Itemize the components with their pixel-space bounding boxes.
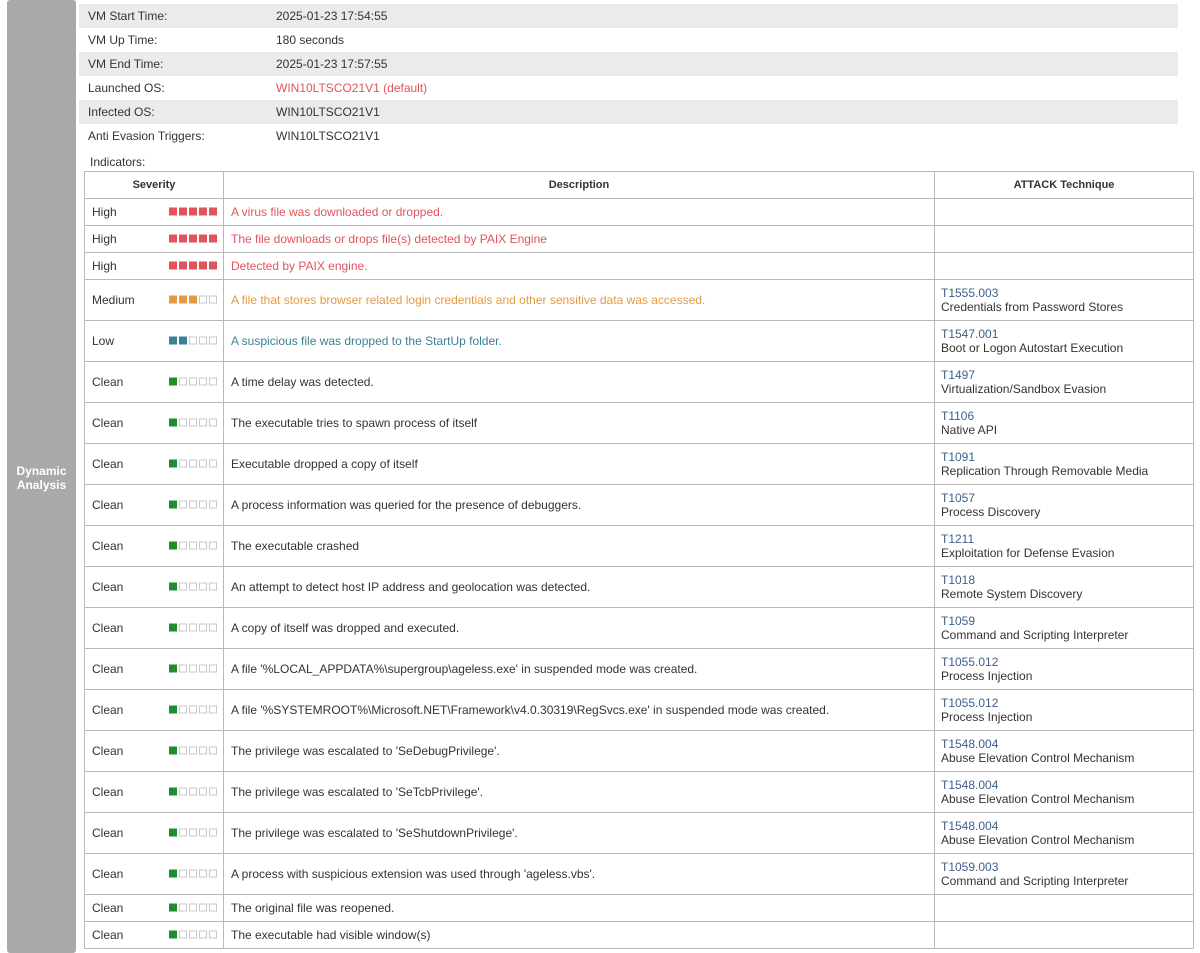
attack-technique-name: Boot or Logon Autostart Execution [941, 341, 1124, 355]
severity-meter [169, 501, 219, 510]
description-cell: The file downloads or drops file(s) detected by PAIX Engine [224, 226, 935, 253]
severity-label: Clean [92, 785, 124, 799]
severity-meter-segment [189, 337, 197, 345]
severity-meter-segment [169, 378, 177, 386]
severity-meter-segment [169, 904, 177, 912]
severity-label: Clean [92, 662, 124, 676]
severity-label: Clean [92, 498, 124, 512]
severity-meter-segment [169, 788, 177, 796]
attack-technique-name: Command and Scripting Interpreter [941, 628, 1129, 642]
severity-meter-segment [169, 870, 177, 878]
severity-meter-segment [209, 262, 217, 270]
description-cell: A process information was queried for the presence of debuggers. [224, 485, 935, 526]
severity-meter-segment [179, 747, 187, 755]
info-value: WIN10LTSCO21V1 [276, 105, 380, 119]
severity-meter-segment [189, 747, 197, 755]
severity-meter-segment [179, 296, 187, 304]
severity-label: Clean [92, 928, 124, 942]
severity-meter-segment [189, 624, 197, 632]
info-row-infected-os [79, 100, 1178, 124]
severity-label: Clean [92, 416, 124, 430]
severity-meter [169, 665, 219, 674]
severity-label: Clean [92, 826, 124, 840]
attack-technique-name: Credentials from Password Stores [941, 300, 1124, 314]
severity-cell [85, 649, 224, 690]
severity-meter-segment [189, 296, 197, 304]
info-label: VM End Time: [88, 57, 164, 71]
severity-meter-segment [169, 235, 177, 243]
severity-meter-segment [199, 378, 207, 386]
vm-info-panel [79, 4, 1178, 148]
severity-meter [169, 870, 219, 879]
severity-meter [169, 624, 219, 633]
table-row [85, 772, 1194, 813]
severity-meter-segment [209, 747, 217, 755]
attack-technique-name: Exploitation for Defense Evasion [941, 546, 1115, 560]
severity-meter-segment [189, 378, 197, 386]
severity-meter-segment [169, 931, 177, 939]
attack-technique-id-link[interactable]: T1497 [941, 368, 976, 382]
severity-cell [85, 485, 224, 526]
attack-technique-id-link[interactable]: T1018 [941, 573, 976, 587]
table-row [85, 854, 1194, 895]
severity-meter [169, 904, 219, 913]
info-row-anti-evasion [79, 124, 1178, 148]
severity-cell [85, 854, 224, 895]
table-row [85, 567, 1194, 608]
description-cell: An attempt to detect host IP address and geolocation was detected. [224, 567, 935, 608]
severity-meter-segment [199, 904, 207, 912]
attack-technique-cell [935, 895, 1194, 922]
severity-meter-segment [189, 542, 197, 550]
severity-meter-segment [199, 747, 207, 755]
severity-label: Clean [92, 901, 124, 915]
severity-meter-segment [199, 829, 207, 837]
severity-meter-segment [209, 904, 217, 912]
severity-meter-segment [199, 296, 207, 304]
description-cell: The privilege was escalated to 'SeDebugPrivilege'. [224, 731, 935, 772]
info-row-launched-os [79, 76, 1178, 100]
table-header-row [85, 172, 1194, 199]
severity-meter-segment [179, 665, 187, 673]
severity-label: Clean [92, 703, 124, 717]
severity-cell [85, 526, 224, 567]
severity-meter-segment [179, 583, 187, 591]
severity-meter-segment [189, 460, 197, 468]
severity-cell [85, 813, 224, 854]
info-label: VM Up Time: [88, 33, 158, 47]
description-cell: A copy of itself was dropped and executed. [224, 608, 935, 649]
severity-meter-segment [209, 829, 217, 837]
description-cell: Executable dropped a copy of itself [224, 444, 935, 485]
attack-technique-cell [935, 690, 1194, 731]
attack-technique-cell [935, 731, 1194, 772]
column-header-attack: ATTACK Technique [935, 172, 1194, 199]
attack-technique-id-link[interactable]: T1548.004 [941, 778, 999, 792]
severity-meter [169, 706, 219, 715]
column-header-severity: Severity [85, 172, 224, 199]
severity-meter-segment [189, 262, 197, 270]
severity-meter [169, 337, 219, 346]
description-cell: The original file was reopened. [224, 895, 935, 922]
info-label: VM Start Time: [88, 9, 168, 23]
severity-meter-segment [209, 870, 217, 878]
severity-meter-segment [199, 788, 207, 796]
severity-meter [169, 931, 219, 940]
attack-technique-name: Process Injection [941, 710, 1033, 724]
severity-cell [85, 895, 224, 922]
severity-meter-segment [179, 262, 187, 270]
table-row [85, 403, 1194, 444]
severity-meter-segment [189, 706, 197, 714]
severity-meter-segment [209, 378, 217, 386]
severity-meter-segment [199, 870, 207, 878]
description-cell: A file '%SYSTEMROOT%\Microsoft.NET\Framework\v4.0.30319\RegSvcs.exe' in suspended mode was created. [224, 690, 935, 731]
attack-technique-cell [935, 772, 1194, 813]
info-row-vm-start [79, 4, 1178, 28]
severity-meter [169, 583, 219, 592]
attack-technique-cell [935, 922, 1194, 949]
severity-label: Medium [92, 293, 135, 307]
severity-meter-segment [209, 460, 217, 468]
severity-meter-segment [199, 501, 207, 509]
severity-meter-segment [169, 208, 177, 216]
severity-meter-segment [209, 788, 217, 796]
severity-meter-segment [179, 501, 187, 509]
description-cell: A time delay was detected. [224, 362, 935, 403]
severity-meter [169, 296, 219, 305]
severity-label: Clean [92, 580, 124, 594]
severity-meter-segment [189, 870, 197, 878]
severity-meter-segment [199, 583, 207, 591]
severity-meter-segment [179, 931, 187, 939]
attack-technique-cell [935, 321, 1194, 362]
severity-meter-segment [169, 337, 177, 345]
severity-meter-segment [179, 235, 187, 243]
sidebar-section [7, 0, 76, 953]
severity-meter-segment [169, 542, 177, 550]
severity-meter-segment [179, 706, 187, 714]
severity-cell [85, 690, 224, 731]
severity-cell [85, 226, 224, 253]
attack-technique-id-link[interactable]: T1211 [941, 532, 975, 546]
attack-technique-cell [935, 362, 1194, 403]
severity-cell [85, 444, 224, 485]
severity-label: Clean [92, 621, 124, 635]
severity-meter-segment [179, 337, 187, 345]
severity-meter-segment [199, 337, 207, 345]
severity-meter-segment [189, 788, 197, 796]
severity-label: High [92, 259, 117, 273]
attack-technique-name: Remote System Discovery [941, 587, 1083, 601]
attack-technique-name: Replication Through Removable Media [941, 464, 1149, 478]
severity-label: Low [92, 334, 115, 348]
attack-technique-name: Abuse Elevation Control Mechanism [941, 833, 1135, 847]
severity-meter-segment [209, 665, 217, 673]
info-label: Anti Evasion Triggers: [88, 129, 205, 143]
severity-meter [169, 262, 219, 271]
info-value: WIN10LTSCO21V1 [276, 129, 380, 143]
severity-label: Clean [92, 457, 124, 471]
description-cell: A virus file was downloaded or dropped. [224, 199, 935, 226]
attack-technique-cell [935, 567, 1194, 608]
description-cell: A suspicious file was dropped to the StartUp folder. [224, 321, 935, 362]
table-row [85, 895, 1194, 922]
attack-technique-cell [935, 226, 1194, 253]
table-row [85, 280, 1194, 321]
severity-meter [169, 788, 219, 797]
severity-cell [85, 567, 224, 608]
info-value: 2025-01-23 17:57:55 [276, 57, 388, 71]
description-cell: A file '%LOCAL_APPDATA%\supergroup\ageless.exe' in suspended mode was created. [224, 649, 935, 690]
severity-meter-segment [209, 419, 217, 427]
severity-meter-segment [179, 542, 187, 550]
severity-cell [85, 253, 224, 280]
attack-technique-name: Abuse Elevation Control Mechanism [941, 751, 1135, 765]
severity-meter-segment [189, 829, 197, 837]
severity-meter-segment [199, 665, 207, 673]
table-row [85, 199, 1194, 226]
table-row [85, 321, 1194, 362]
description-cell: Detected by PAIX engine. [224, 253, 935, 280]
severity-cell [85, 362, 224, 403]
severity-meter [169, 829, 219, 838]
severity-meter-segment [209, 542, 217, 550]
severity-meter-segment [209, 501, 217, 509]
attack-technique-id-link[interactable]: T1059.003 [941, 860, 999, 874]
info-row-vm-end [79, 52, 1178, 76]
severity-meter-segment [199, 624, 207, 632]
severity-meter [169, 747, 219, 756]
attack-technique-cell [935, 444, 1194, 485]
attack-technique-name: Native API [941, 423, 998, 437]
severity-meter-segment [169, 747, 177, 755]
severity-meter-segment [189, 208, 197, 216]
severity-meter [169, 419, 219, 428]
severity-meter-segment [169, 262, 177, 270]
severity-meter-segment [209, 337, 217, 345]
severity-meter-segment [199, 235, 207, 243]
severity-meter-segment [189, 235, 197, 243]
severity-meter-segment [179, 624, 187, 632]
severity-label: Clean [92, 375, 124, 389]
severity-label: Clean [92, 539, 124, 553]
table-row [85, 813, 1194, 854]
description-cell: The executable crashed [224, 526, 935, 567]
severity-meter-segment [189, 501, 197, 509]
severity-label: High [92, 232, 117, 246]
severity-meter [169, 208, 219, 217]
info-row-vm-up [79, 28, 1178, 52]
severity-meter-segment [169, 583, 177, 591]
attack-technique-cell [935, 649, 1194, 690]
description-cell: The executable had visible window(s) [224, 922, 935, 949]
info-value: 180 seconds [276, 33, 345, 47]
attack-technique-cell [935, 199, 1194, 226]
table-row [85, 608, 1194, 649]
severity-meter-segment [209, 706, 217, 714]
table-row [85, 526, 1194, 567]
description-cell: The privilege was escalated to 'SeShutdownPrivilege'. [224, 813, 935, 854]
description-cell: A process with suspicious extension was used through 'ageless.vbs'. [224, 854, 935, 895]
severity-meter-segment [179, 788, 187, 796]
severity-label: Clean [92, 867, 124, 881]
severity-meter-segment [169, 419, 177, 427]
severity-cell [85, 280, 224, 321]
attack-technique-cell [935, 854, 1194, 895]
severity-meter-segment [209, 583, 217, 591]
info-label: Launched OS: [88, 81, 165, 95]
severity-meter-segment [189, 419, 197, 427]
attack-technique-id-link[interactable]: T1091 [941, 450, 976, 464]
attack-technique-id-link[interactable]: T1055.012 [941, 655, 999, 669]
attack-technique-name: Process Injection [941, 669, 1033, 683]
attack-technique-name: Virtualization/Sandbox Evasion [941, 382, 1107, 396]
description-cell: The executable tries to spawn process of itself [224, 403, 935, 444]
table-row [85, 444, 1194, 485]
severity-meter-segment [189, 904, 197, 912]
severity-meter-segment [189, 665, 197, 673]
severity-meter [169, 542, 219, 551]
severity-meter-segment [189, 583, 197, 591]
table-row [85, 226, 1194, 253]
severity-meter-segment [199, 542, 207, 550]
column-header-description: Description [224, 172, 935, 199]
sidebar-section-label: Dynamic Analysis [16, 464, 67, 492]
severity-cell [85, 772, 224, 813]
severity-meter-segment [179, 208, 187, 216]
table-row [85, 690, 1194, 731]
severity-meter-segment [199, 460, 207, 468]
severity-cell [85, 608, 224, 649]
info-value: 2025-01-23 17:54:55 [276, 9, 388, 23]
severity-meter-segment [209, 624, 217, 632]
indicators-table [84, 171, 1194, 949]
severity-meter-segment [209, 208, 217, 216]
severity-meter-segment [199, 419, 207, 427]
severity-meter-segment [179, 870, 187, 878]
severity-meter-segment [169, 665, 177, 673]
attack-technique-id-link[interactable]: T1059 [941, 614, 976, 628]
severity-meter-segment [199, 262, 207, 270]
indicators-table-body [85, 199, 1194, 949]
severity-meter-segment [169, 460, 177, 468]
attack-technique-cell [935, 485, 1194, 526]
severity-meter-segment [169, 829, 177, 837]
severity-meter [169, 460, 219, 469]
info-label: Infected OS: [88, 105, 155, 119]
severity-meter-segment [199, 706, 207, 714]
severity-cell [85, 731, 224, 772]
severity-meter [169, 378, 219, 387]
attack-technique-name: Process Discovery [941, 505, 1041, 519]
table-row [85, 362, 1194, 403]
severity-meter-segment [179, 829, 187, 837]
attack-technique-cell [935, 280, 1194, 321]
severity-meter-segment [169, 296, 177, 304]
severity-meter-segment [179, 904, 187, 912]
severity-meter-segment [169, 706, 177, 714]
table-row [85, 922, 1194, 949]
attack-technique-id-link[interactable]: T1548.004 [941, 819, 999, 833]
severity-meter-segment [199, 931, 207, 939]
attack-technique-cell [935, 813, 1194, 854]
severity-meter-segment [209, 296, 217, 304]
severity-meter-segment [179, 419, 187, 427]
table-row [85, 649, 1194, 690]
severity-meter-segment [179, 460, 187, 468]
attack-technique-id-link[interactable]: T1547.001 [941, 327, 999, 341]
attack-technique-cell [935, 608, 1194, 649]
indicators-label: Indicators: [90, 155, 146, 169]
severity-meter-segment [209, 931, 217, 939]
info-value-launched-os: WIN10LTSCO21V1 (default) [276, 81, 428, 95]
attack-technique-id-link[interactable]: T1057 [941, 491, 976, 505]
severity-cell [85, 321, 224, 362]
severity-meter-segment [179, 378, 187, 386]
table-row [85, 731, 1194, 772]
table-row [85, 253, 1194, 280]
severity-meter-segment [189, 931, 197, 939]
severity-cell [85, 403, 224, 444]
attack-technique-name: Command and Scripting Interpreter [941, 874, 1129, 888]
attack-technique-id-link[interactable]: T1555.003 [941, 286, 999, 300]
severity-meter-segment [209, 235, 217, 243]
severity-meter-segment [199, 208, 207, 216]
severity-cell [85, 922, 224, 949]
severity-cell [85, 199, 224, 226]
severity-meter [169, 235, 219, 244]
severity-meter-segment [169, 624, 177, 632]
severity-meter-segment [169, 501, 177, 509]
attack-technique-id-link[interactable]: T1106 [941, 409, 975, 423]
description-cell: The privilege was escalated to 'SeTcbPrivilege'. [224, 772, 935, 813]
attack-technique-cell [935, 403, 1194, 444]
attack-technique-name: Abuse Elevation Control Mechanism [941, 792, 1135, 806]
attack-technique-id-link[interactable]: T1055.012 [941, 696, 999, 710]
attack-technique-id-link[interactable]: T1548.004 [941, 737, 999, 751]
table-row [85, 485, 1194, 526]
severity-label: Clean [92, 744, 124, 758]
severity-label: High [92, 205, 117, 219]
description-cell: A file that stores browser related login credentials and other sensitive data was accessed. [224, 280, 935, 321]
attack-technique-cell [935, 253, 1194, 280]
attack-technique-cell [935, 526, 1194, 567]
